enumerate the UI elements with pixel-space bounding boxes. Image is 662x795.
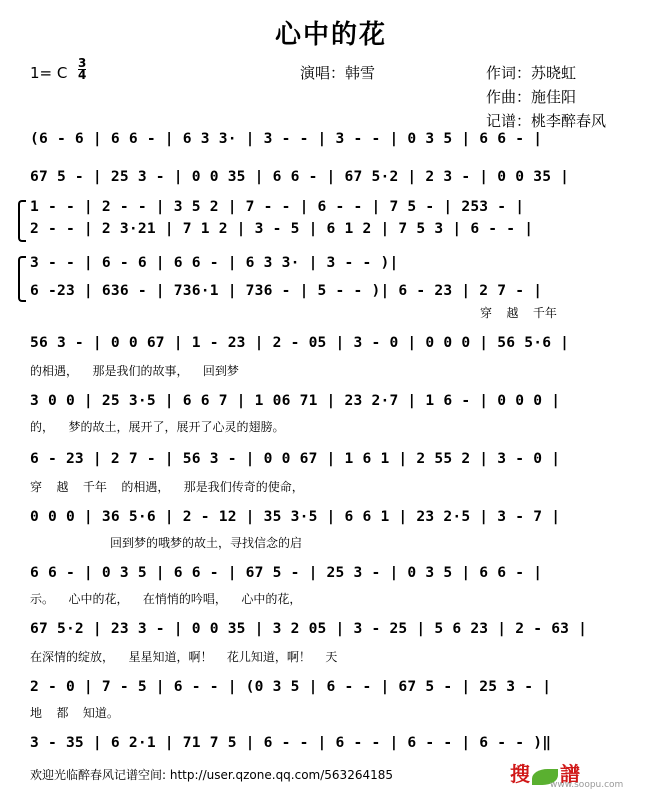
- lyric-line-5: 回到梦的哦梦的故土，寻找信念的启: [110, 536, 303, 550]
- lyric-line-1: 穿 越 千年: [480, 306, 557, 320]
- lyricist-credit: 作词：苏晓虹: [486, 64, 577, 82]
- time-sig-top: 3: [78, 56, 87, 70]
- time-signature: [78, 58, 86, 81]
- lyric-line-8: 地 都 知道。: [30, 706, 119, 720]
- composer-credit: 作曲：施佳阳: [486, 88, 577, 106]
- logo-text-right: 譜: [560, 762, 580, 786]
- score-line-14: 3 - 35 | 6 2·1 | 71 7 5 | 6 - - | 6 - - | 6 - - | 6 - - )‖: [30, 734, 552, 751]
- score-line-8: 3 0 0 | 25 3·5 | 6 6 7 | 1 06 71 | 23 2·7 | 1 6 - | 0 0 0 |: [30, 392, 561, 409]
- score-line-13: 2 - 0 | 7 - 5 | 6 - - | (0 3 5 | 6 - - | 67 5 - | 25 3 - |: [30, 678, 552, 695]
- lyric-line-7: 在深情的绽放， 星星知道，啊！ 花儿知道，啊！ 天: [30, 650, 338, 664]
- score-line-9: 6 - 23 | 2 7 - | 56 3 - | 0 0 67 | 1 6 1 | 2 55 2 | 3 - 0 |: [30, 450, 561, 467]
- lyric-line-4: 穿 越 千年 的相遇， 那是我们传奇的使命，: [30, 480, 304, 494]
- score-line-3: 1 - - | 2 - - | 3 5 2 | 7 - - | 6 - - | 7 5 - | 253 - |: [30, 198, 525, 215]
- key-signature: 1= C: [30, 64, 68, 82]
- footer-text: 欢迎光临醉春风记谱空间: http://user.qzone.qq.com/563264185: [30, 768, 394, 782]
- score-line-5: 3 - - | 6 - 6 | 6 6 - | 6 3 3· | 3 - - )|: [30, 254, 399, 271]
- score-line-7: 56 3 - | 0 0 67 | 1 - 23 | 2 - 05 | 3 - 0 | 0 0 0 | 56 5·6 |: [30, 334, 570, 351]
- score-line-12: 67 5·2 | 23 3 - | 0 0 35 | 3 2 05 | 3 - 25 | 5 6 23 | 2 - 63 |: [30, 620, 588, 637]
- lyric-line-6: 示。 心中的花， 在悄悄的吟唱， 心中的花，: [30, 592, 302, 606]
- score-line-6: 6 -23 | 636 - | 736·1 | 736 - | 5 - - )| 6 - 23 | 2 7 - |: [30, 282, 543, 299]
- time-sig-bottom: 4: [78, 68, 87, 82]
- score-line-4: 2 - - | 2 3·21 | 7 1 2 | 3 - 5 | 6 1 2 | 7 5 3 | 6 - - |: [30, 220, 534, 237]
- transcriber-credit: 记谱：桃李醉春风: [486, 112, 607, 130]
- score-line-10: 0 0 0 | 36 5·6 | 2 - 12 | 35 3·5 | 6 6 1 | 23 2·5 | 3 - 7 |: [30, 508, 561, 525]
- song-title: 心中的花: [274, 20, 387, 50]
- score-line-11: 6 6 - | 0 3 5 | 6 6 - | 67 5 - | 25 3 - | 0 3 5 | 6 6 - |: [30, 564, 543, 581]
- logo-text-left: 搜: [510, 762, 530, 786]
- score-line-1: (6 - 6 | 6 6 - | 6 3 3· | 3 - - | 3 - - | 0 3 5 | 6 6 - |: [30, 130, 543, 147]
- singer-credit: 演唱：韩雪: [300, 64, 376, 82]
- logo-url: www.soopu.com: [550, 780, 624, 790]
- lyric-line-3: 的， 梦的故土，展开了，展开了心灵的翅膀。: [30, 420, 285, 434]
- score-line-2: 67 5 - | 25 3 - | 0 0 35 | 6 6 - | 67 5·2 | 2 3 - | 0 0 35 |: [30, 168, 570, 185]
- lyric-line-2: 的相遇， 那是我们的故事， 回到梦: [30, 364, 239, 378]
- site-logo: [510, 758, 624, 792]
